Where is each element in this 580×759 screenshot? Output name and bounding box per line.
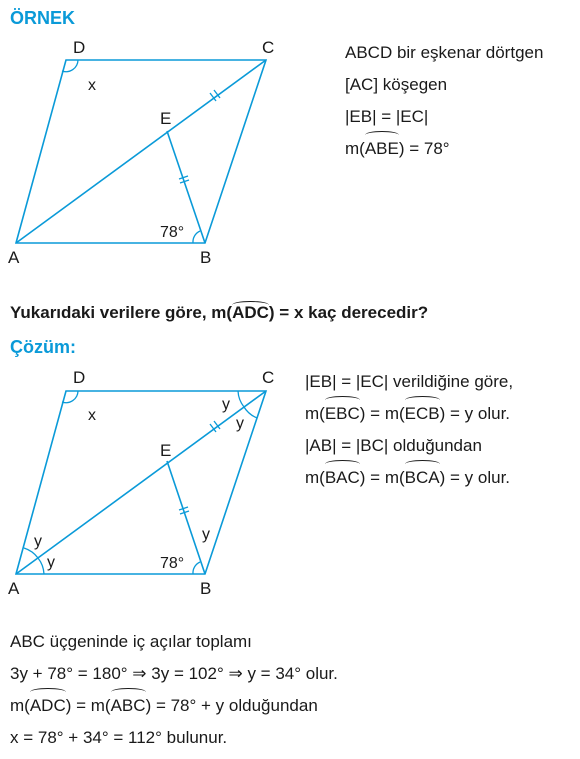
vertex-label-c: C — [262, 38, 275, 57]
vertex-label-a: A — [8, 248, 20, 267]
angle-label-x: x — [88, 77, 96, 94]
vertex-label-b: B — [200, 579, 212, 598]
arc-ecb: ECB — [405, 398, 440, 430]
vertex-label-c: C — [262, 368, 275, 387]
note-bac-bca: m(BAC) = m(BCA) = y olur. — [305, 462, 513, 494]
example-heading: ÖRNEK — [10, 8, 76, 28]
angle-arc-a — [38, 558, 44, 574]
question-text: Yukarıdaki verilere göre, m(ADC) = x kaç derecedir? — [10, 303, 429, 322]
given-eb-ec: |EB| = |EC| — [345, 107, 429, 126]
line-angle-sum: ABC üçgeninde iç açılar toplamı — [10, 632, 252, 651]
line-equation: 3y + 78° = 180° ⇒ 3y = 102° ⇒ y = 34° olur. — [10, 664, 338, 683]
arc-adc: ADC — [30, 690, 66, 722]
vertex-label-a: A — [8, 579, 20, 598]
note-eb-ec: |EB| = |EC| verildiğine göre, — [305, 372, 514, 391]
angle-arc-c-inner — [244, 407, 257, 418]
angle-arc-c — [238, 391, 244, 407]
vertex-label-e: E — [160, 441, 172, 460]
arc-bca: BCA — [405, 462, 440, 494]
vertex-label-e: E — [160, 109, 172, 128]
arc-ebc: EBC — [325, 398, 360, 430]
vertex-label-d: D — [73, 38, 86, 57]
diagonal-ac — [16, 391, 266, 574]
arc-abe: ABE — [365, 133, 399, 165]
angle-label-78: 78° — [160, 224, 185, 241]
line-result: x = 78° + 34° = 112° bulunur. — [10, 728, 228, 747]
solution-conclusion — [10, 626, 338, 754]
angle-label-y-a-upper: y — [34, 533, 42, 550]
given-rhombus: ABCD bir eşkenar dörtgen — [345, 43, 544, 62]
angle-label-y-b: y — [202, 526, 210, 543]
arc-bac: BAC — [325, 462, 360, 494]
angle-label-y-c-lower: y — [236, 415, 244, 432]
angle-arc-b — [193, 562, 200, 574]
vertex-label-b: B — [200, 248, 212, 267]
note-ab-bc: |AB| = |BC| olduğundan — [305, 436, 482, 455]
vertex-label-d: D — [73, 368, 86, 387]
angle-label-x: x — [88, 407, 96, 424]
angle-label-y-a-lower: y — [47, 554, 55, 571]
solution-heading: Çözüm: — [10, 337, 76, 357]
given-angle-abe: m(ABE) = 78° — [345, 133, 543, 165]
line-adc-abc: m(ADC) = m(ABC) = 78° + y olduğundan — [10, 690, 338, 722]
arc-abc: ABC — [111, 690, 146, 722]
arc-adc: ADC — [232, 303, 269, 322]
given-diagonal: [AC] köşegen — [345, 75, 448, 94]
note-ebc-ecb: m(EBC) = m(ECB) = y olur. — [305, 398, 513, 430]
solution-notes — [305, 366, 513, 494]
angle-label-78: 78° — [160, 555, 185, 572]
angle-label-y-c-upper: y — [222, 396, 230, 413]
